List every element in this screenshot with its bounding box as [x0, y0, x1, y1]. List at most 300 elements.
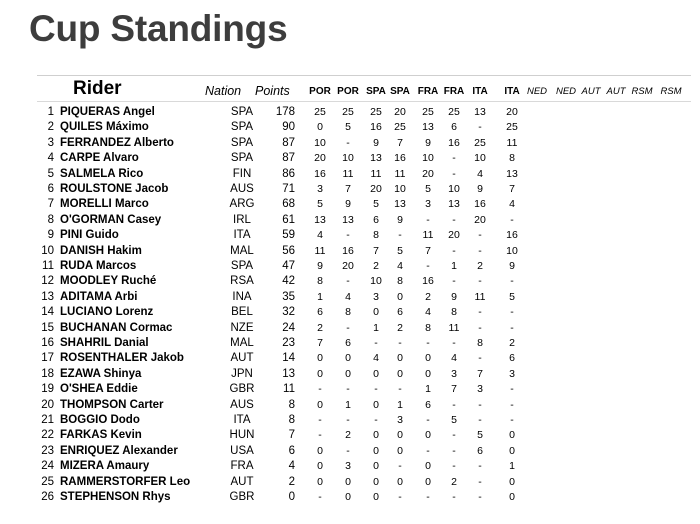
race-result: 25: [422, 106, 434, 118]
race-result: 0: [373, 491, 379, 503]
race-result: 1: [345, 398, 351, 411]
race-result: 25: [342, 106, 354, 118]
race-result: 6: [425, 398, 431, 411]
race-result: -: [478, 460, 482, 473]
race-result: 2: [509, 337, 515, 349]
race-result: 10: [422, 152, 434, 165]
rider-column-header: Rider: [73, 78, 122, 99]
race-header-rsm: RSM: [631, 86, 653, 97]
race-result: -: [398, 460, 402, 473]
race-result: 6: [317, 306, 323, 319]
rider-name: ROSENTHALER Jakob: [60, 352, 184, 365]
race-result: 10: [314, 136, 326, 149]
race-header-por: POR: [337, 86, 359, 97]
race-result: -: [452, 213, 456, 226]
rider-nation: ARG: [229, 198, 255, 211]
rider-points: 86: [282, 167, 295, 180]
race-result: -: [318, 414, 322, 426]
race-result: 7: [425, 244, 431, 257]
race-result: 10: [506, 244, 518, 257]
rider-nation: NZE: [230, 321, 254, 334]
race-result: 8: [425, 321, 431, 334]
race-result: -: [452, 244, 456, 257]
race-result: -: [510, 383, 514, 396]
race-result: 11: [448, 321, 460, 334]
race-result: -: [452, 398, 456, 411]
rider-nation: AUT: [230, 352, 254, 365]
race-result: 3: [373, 290, 379, 303]
race-result: 3: [317, 183, 323, 195]
rider-points: 59: [282, 229, 295, 242]
race-result: 0: [317, 367, 323, 380]
race-result: -: [452, 167, 456, 180]
race-result: 2: [477, 260, 483, 272]
rider-points: 68: [282, 198, 295, 211]
race-result: -: [346, 136, 350, 149]
race-result: -: [510, 306, 514, 319]
race-result: 8: [509, 152, 515, 165]
rider-nation: SPA: [230, 260, 254, 272]
rider-name: SALMELA Rico: [60, 167, 144, 180]
race-result: 25: [448, 106, 460, 118]
race-result: -: [318, 429, 322, 442]
rider-points: 0: [288, 491, 295, 503]
race-result: 1: [317, 290, 323, 303]
race-result: 0: [397, 429, 403, 442]
rider-position: 19: [41, 383, 54, 396]
rider-points: 13: [282, 367, 295, 380]
rider-nation: BEL: [231, 306, 253, 319]
race-result: 7: [477, 367, 483, 380]
rider-position: 14: [41, 306, 54, 319]
race-result: 11: [394, 167, 406, 180]
race-result: 16: [506, 229, 518, 242]
race-result: 2: [373, 260, 379, 272]
rider-points: 8: [288, 398, 295, 411]
race-result: 13: [506, 167, 518, 180]
race-result: 8: [373, 229, 379, 242]
race-result: -: [374, 337, 378, 349]
table-row: [0, 476, 700, 491]
race-result: 0: [509, 429, 515, 442]
race-result: 13: [422, 121, 434, 134]
table-row: [0, 352, 700, 367]
rider-name: MORELLI Marco: [60, 198, 149, 211]
race-result: 25: [370, 106, 382, 118]
rider-name: SHAHRIL Danial: [60, 337, 149, 349]
race-result: 16: [474, 198, 486, 211]
rider-nation: FRA: [230, 460, 254, 473]
race-result: 0: [317, 475, 323, 488]
race-result: 0: [373, 475, 379, 488]
rider-points: 24: [282, 321, 295, 334]
race-result: -: [478, 414, 482, 426]
race-result: 8: [397, 275, 403, 288]
race-result: 11: [314, 244, 326, 257]
race-result: 25: [474, 136, 486, 149]
race-result: 3: [345, 460, 351, 473]
race-result: 16: [394, 152, 406, 165]
race-result: -: [510, 414, 514, 426]
table-row: [0, 152, 700, 167]
race-result: 2: [345, 429, 351, 442]
rider-nation: GBR: [229, 491, 255, 503]
race-result: -: [478, 398, 482, 411]
rider-position: 20: [41, 398, 54, 411]
race-result: -: [346, 321, 350, 334]
rider-points: 178: [275, 106, 295, 118]
rider-name: THOMPSON Carter: [60, 398, 164, 411]
race-result: 20: [370, 183, 382, 195]
race-result: -: [478, 275, 482, 288]
rider-position: 10: [41, 244, 54, 257]
table-row: [0, 414, 700, 429]
race-result: -: [374, 383, 378, 396]
race-header-fra: FRA: [417, 86, 439, 97]
rider-nation: AUS: [230, 398, 254, 411]
race-result: 4: [477, 167, 483, 180]
race-result: 0: [373, 367, 379, 380]
race-result: -: [452, 444, 456, 457]
race-result: 0: [397, 475, 403, 488]
rider-points: 47: [282, 260, 295, 272]
rider-name: ADITAMA Arbi: [60, 290, 138, 303]
rider-name: FARKAS Kevin: [60, 429, 142, 442]
rider-points: 2: [288, 475, 295, 488]
rider-position: 22: [41, 429, 54, 442]
rider-name: MOODLEY Ruché: [60, 275, 157, 288]
rider-points: 8: [288, 414, 295, 426]
rider-points: 35: [282, 290, 295, 303]
rider-nation: AUT: [230, 475, 254, 488]
race-result: 11: [422, 229, 434, 242]
rider-position: 4: [47, 152, 54, 165]
rider-name: RAMMERSTORFER Leo: [60, 475, 191, 488]
rider-nation: ITA: [233, 229, 251, 242]
race-result: 7: [509, 183, 515, 195]
rider-points: 71: [282, 183, 295, 195]
race-result: 9: [397, 213, 403, 226]
race-result: 20: [394, 106, 406, 118]
rider-name: EZAWA Shinya: [60, 367, 142, 380]
race-result: 10: [394, 183, 406, 195]
race-result: 4: [425, 306, 431, 319]
rider-points: 32: [282, 306, 295, 319]
race-result: 0: [509, 491, 515, 503]
race-header-aut: AUT: [581, 86, 601, 97]
rider-points: 87: [282, 152, 295, 165]
race-result: -: [478, 352, 482, 365]
rider-name: PIQUERAS Angel: [60, 106, 155, 118]
rider-nation: RSA: [230, 275, 254, 288]
race-result: -: [426, 491, 430, 503]
rider-nation: FIN: [232, 167, 252, 180]
race-result: 13: [474, 106, 486, 118]
table-row: [0, 337, 700, 352]
race-result: -: [452, 152, 456, 165]
table-row: [0, 445, 700, 460]
race-result: 0: [345, 475, 351, 488]
race-result: 0: [373, 398, 379, 411]
table-row: [0, 429, 700, 444]
race-result: -: [478, 229, 482, 242]
rider-position: 26: [41, 491, 54, 503]
race-result: 3: [397, 414, 403, 426]
rider-name: STEPHENSON Rhys: [60, 491, 171, 503]
race-result: 16: [370, 121, 382, 134]
race-header-ita: ITA: [504, 86, 520, 97]
race-result: 4: [451, 352, 457, 365]
race-header-fra: FRA: [443, 86, 465, 97]
race-result: 5: [317, 198, 323, 211]
rider-name: BUCHANAN Cormac: [60, 321, 173, 334]
race-result: 7: [373, 244, 379, 257]
rider-position: 15: [41, 321, 54, 334]
rider-position: 5: [47, 167, 54, 180]
race-result: 20: [506, 106, 518, 118]
rider-nation: JPN: [231, 367, 253, 380]
table-row: [0, 322, 700, 337]
race-header-spa: SPA: [390, 86, 410, 97]
race-result: 9: [373, 136, 379, 149]
rider-points: 61: [282, 213, 295, 226]
race-result: 11: [474, 290, 486, 303]
table-row: [0, 183, 700, 198]
table-row: [0, 291, 700, 306]
race-result: 16: [422, 275, 434, 288]
race-result: 16: [448, 136, 460, 149]
race-result: -: [452, 460, 456, 473]
table-row: [0, 260, 700, 275]
rider-nation: INA: [232, 290, 252, 303]
rider-name: DANISH Hakim: [60, 244, 142, 257]
rider-position: 17: [41, 352, 54, 365]
race-result: 6: [345, 337, 351, 349]
race-result: 0: [317, 444, 323, 457]
table-row: [0, 275, 700, 290]
race-result: 4: [509, 198, 515, 211]
race-result: 0: [373, 306, 379, 319]
race-result: 0: [425, 460, 431, 473]
rider-position: 2: [47, 121, 54, 134]
rider-position: 3: [47, 136, 54, 149]
race-result: 0: [317, 398, 323, 411]
race-result: 2: [451, 475, 457, 488]
race-result: 7: [451, 383, 457, 396]
table-row: [0, 460, 700, 475]
race-result: 9: [477, 183, 483, 195]
rider-points: 23: [282, 337, 295, 349]
race-result: -: [346, 275, 350, 288]
race-result: 4: [345, 290, 351, 303]
rider-nation: ITA: [233, 414, 251, 426]
table-row: [0, 368, 700, 383]
race-result: -: [374, 414, 378, 426]
race-result: -: [452, 275, 456, 288]
rider-position: 23: [41, 444, 54, 457]
rider-points: 7: [288, 429, 295, 442]
race-result: 0: [397, 290, 403, 303]
race-result: -: [398, 383, 402, 396]
race-result: 3: [509, 367, 515, 380]
table-row: [0, 245, 700, 260]
rider-position: 12: [41, 275, 54, 288]
race-result: 5: [397, 244, 403, 257]
race-result: -: [398, 337, 402, 349]
race-result: 13: [370, 152, 382, 165]
rider-nation: GBR: [229, 383, 255, 396]
header-divider: [37, 101, 691, 102]
race-result: 10: [448, 183, 460, 195]
rider-points: 42: [282, 275, 295, 288]
table-row: [0, 306, 700, 321]
race-result: -: [346, 229, 350, 242]
race-result: 5: [477, 429, 483, 442]
rider-name: BOGGIO Dodo: [60, 414, 140, 426]
race-result: 5: [373, 198, 379, 211]
rider-position: 8: [47, 213, 54, 226]
race-result: 7: [397, 136, 403, 149]
race-result: -: [510, 275, 514, 288]
race-result: 13: [394, 198, 406, 211]
table-row: [0, 121, 700, 136]
rider-position: 1: [47, 106, 54, 118]
race-result: 9: [509, 260, 515, 272]
race-result: 8: [345, 306, 351, 319]
points-column-header: Points: [255, 84, 290, 98]
rider-points: 11: [283, 383, 295, 396]
race-header-por: POR: [309, 86, 331, 97]
table-row: [0, 198, 700, 213]
race-result: 25: [394, 121, 406, 134]
rider-nation: MAL: [230, 244, 254, 257]
race-result: 25: [314, 106, 326, 118]
race-result: 0: [345, 367, 351, 380]
rider-nation: HUN: [229, 429, 255, 442]
race-result: -: [452, 429, 456, 442]
race-result: 8: [451, 306, 457, 319]
nation-column-header: Nation: [205, 84, 242, 98]
table-row: [0, 214, 700, 229]
race-result: -: [346, 414, 350, 426]
table-row: [0, 383, 700, 398]
race-result: -: [478, 306, 482, 319]
table-row: [0, 491, 700, 506]
race-result: -: [478, 491, 482, 503]
rider-points: 4: [288, 460, 295, 473]
race-result: 1: [509, 460, 515, 473]
race-result: -: [510, 398, 514, 411]
race-result: -: [346, 444, 350, 457]
race-result: -: [426, 444, 430, 457]
race-result: -: [510, 321, 514, 334]
rider-points: 87: [282, 136, 295, 149]
race-result: 5: [451, 414, 457, 426]
race-result: 9: [345, 198, 351, 211]
rider-name: ROULSTONE Jacob: [60, 183, 169, 195]
rider-name: CARPE Alvaro: [60, 152, 139, 165]
race-result: 11: [370, 167, 382, 180]
race-result: 1: [451, 260, 457, 272]
race-result: 9: [451, 290, 457, 303]
rider-name: FERRANDEZ Alberto: [60, 136, 174, 149]
race-header-aut: AUT: [606, 86, 626, 97]
race-result: 0: [345, 491, 351, 503]
race-result: 13: [342, 213, 354, 226]
race-header-rsm: RSM: [660, 86, 682, 97]
race-result: 0: [425, 429, 431, 442]
race-result: 0: [397, 367, 403, 380]
race-result: 2: [317, 321, 323, 334]
race-result: 2: [397, 321, 403, 334]
race-result: 0: [425, 352, 431, 365]
rider-points: 6: [288, 444, 295, 457]
race-result: 3: [477, 383, 483, 396]
race-result: 7: [345, 183, 351, 195]
race-result: 6: [477, 444, 483, 457]
race-result: 20: [448, 229, 460, 242]
race-result: -: [426, 260, 430, 272]
rider-position: 7: [47, 198, 54, 211]
race-result: 20: [342, 260, 354, 272]
rider-position: 9: [47, 229, 54, 242]
rider-name: PINI Guido: [60, 229, 119, 242]
rider-position: 21: [41, 414, 54, 426]
rider-nation: MAL: [230, 337, 254, 349]
race-result: -: [510, 213, 514, 226]
table-row: [0, 106, 700, 121]
rider-name: O'GORMAN Casey: [60, 213, 162, 226]
race-result: 6: [397, 306, 403, 319]
race-result: 0: [425, 367, 431, 380]
table-top-divider: [37, 75, 691, 76]
rider-name: ENRIQUEZ Alexander: [60, 444, 178, 457]
rider-position: 11: [42, 260, 54, 272]
race-result: 0: [373, 444, 379, 457]
race-result: 13: [448, 198, 460, 211]
race-result: -: [478, 321, 482, 334]
race-result: 0: [345, 352, 351, 365]
rider-name: MIZERA Amaury: [60, 460, 150, 473]
race-result: 0: [425, 475, 431, 488]
race-header-ita: ITA: [472, 86, 488, 97]
race-result: 7: [317, 337, 323, 349]
race-result: 3: [451, 367, 457, 380]
race-result: 11: [506, 136, 518, 149]
race-result: 1: [397, 398, 403, 411]
race-result: 5: [425, 183, 431, 195]
rider-points: 56: [282, 244, 295, 257]
table-row: [0, 168, 700, 183]
race-result: -: [426, 213, 430, 226]
race-result: 3: [425, 198, 431, 211]
race-result: -: [478, 475, 482, 488]
race-result: 4: [397, 260, 403, 272]
race-result: 6: [373, 213, 379, 226]
race-result: 13: [314, 213, 326, 226]
race-result: -: [478, 244, 482, 257]
race-result: 16: [342, 244, 354, 257]
race-result: 9: [425, 136, 431, 149]
race-result: 20: [314, 152, 326, 165]
rider-nation: IRL: [233, 213, 251, 226]
race-result: 8: [477, 337, 483, 349]
race-result: 11: [342, 167, 354, 180]
rider-nation: SPA: [230, 106, 254, 118]
race-result: -: [452, 337, 456, 349]
race-result: 0: [317, 121, 323, 134]
race-header-ned: NED: [555, 86, 577, 97]
